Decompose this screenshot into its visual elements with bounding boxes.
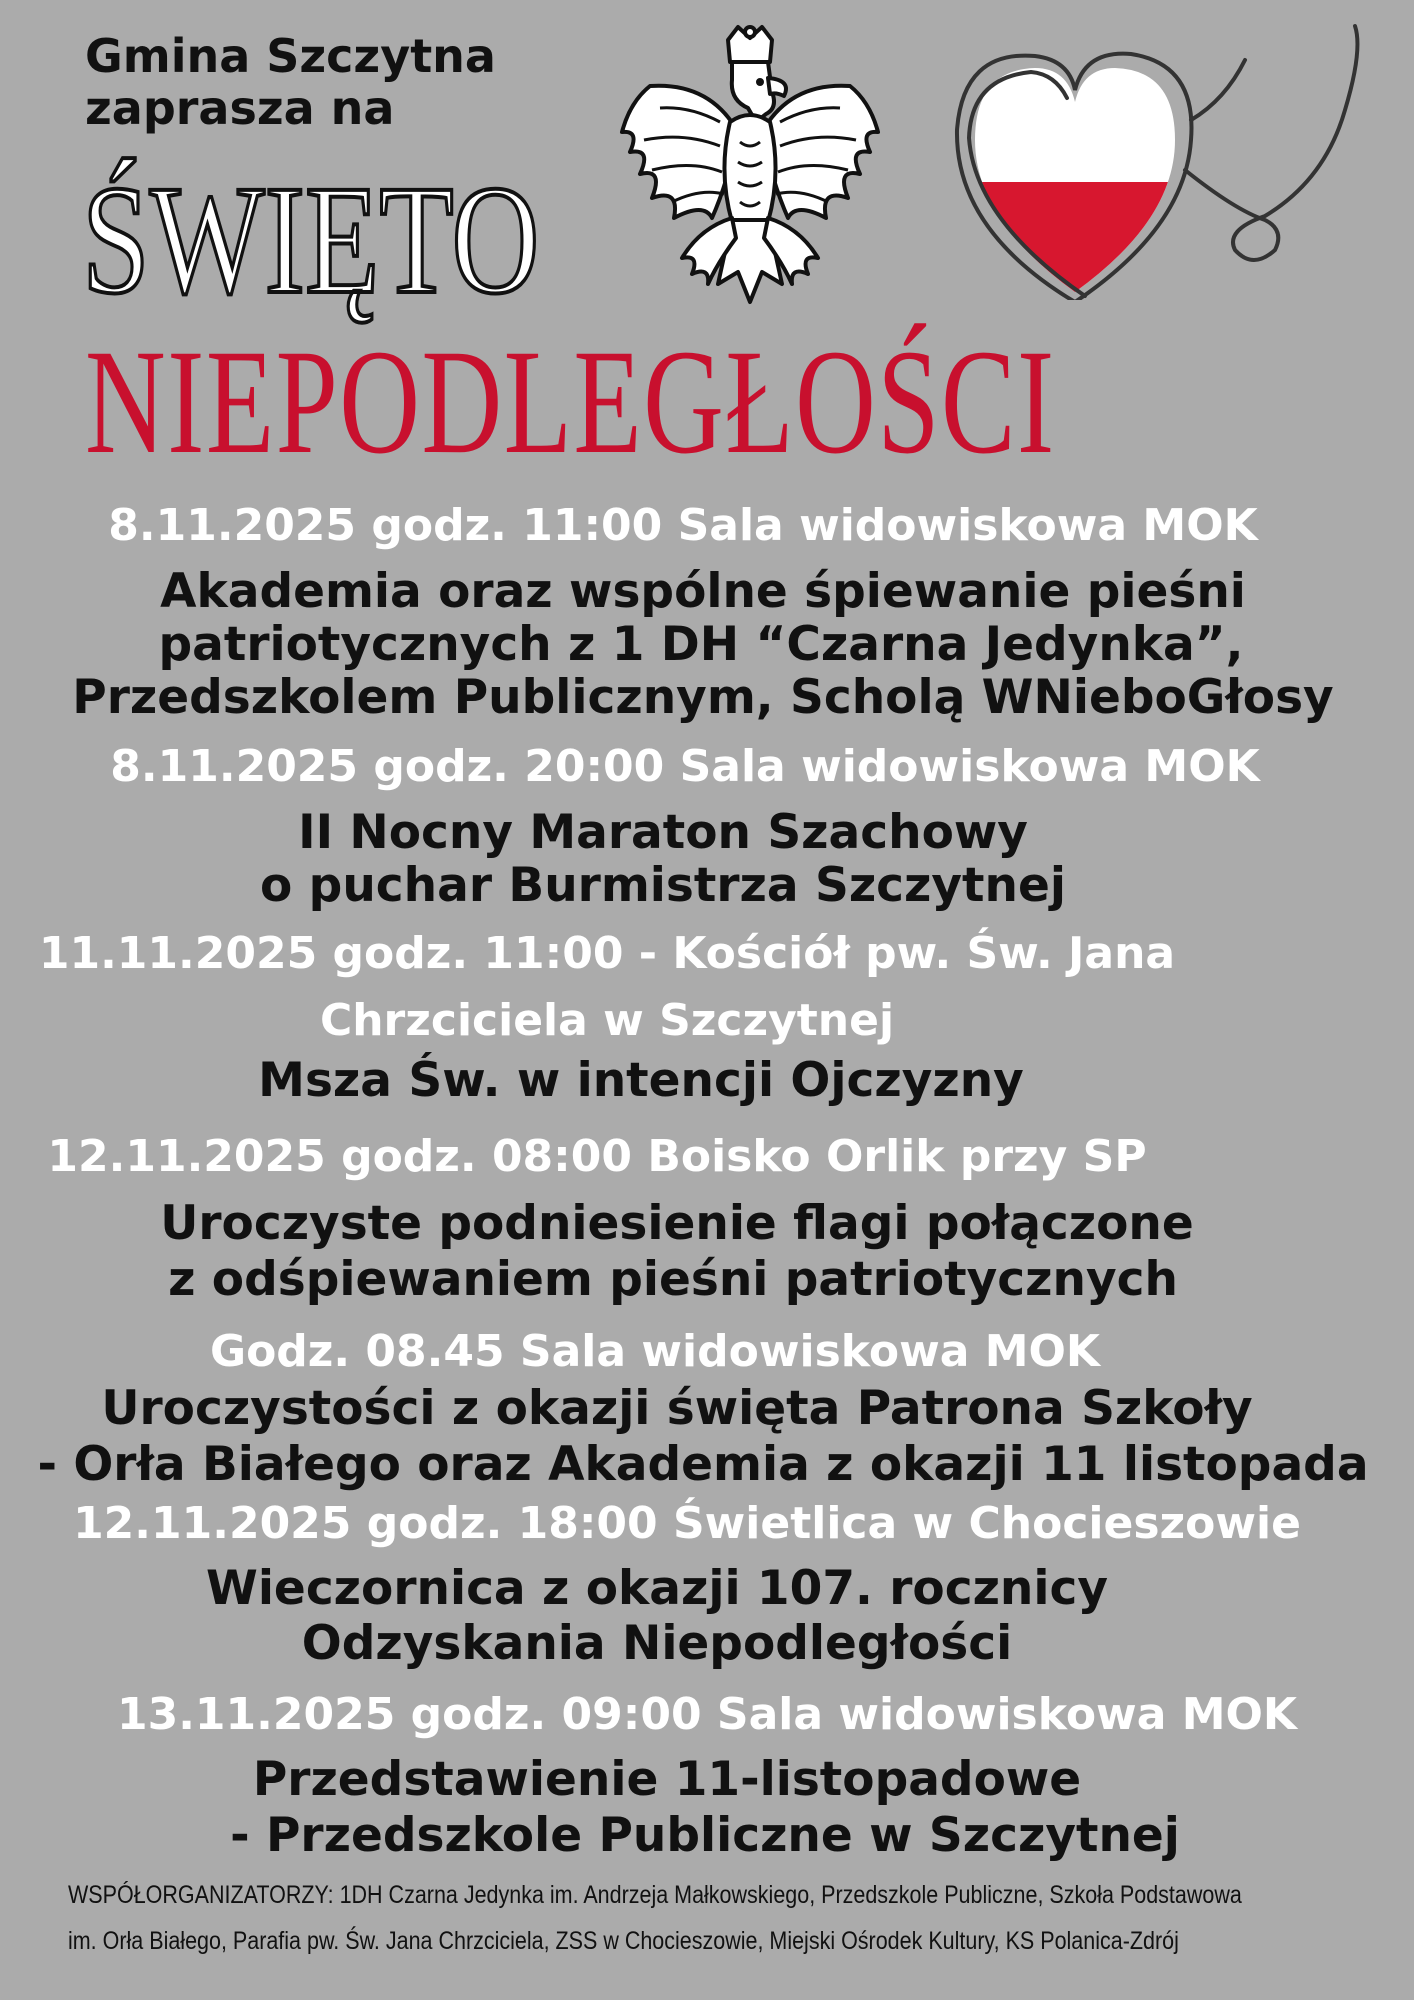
- invite-line-2: zaprasza na: [85, 81, 395, 135]
- event-4-what-1: Uroczyste podniesienie flagi połączone: [160, 1196, 1194, 1251]
- event-2-what-2: o puchar Burmistrza Szczytnej: [260, 858, 1066, 913]
- event-7-what-1: Przedstawienie 11-listopadowe: [252, 1752, 1082, 1807]
- event-6-what-1: Wieczornica z okazji 107. rocznicy: [205, 1561, 1109, 1616]
- event-6-what-2: Odzyskania Niepodległości: [301, 1616, 1013, 1671]
- event-1-when: 8.11.2025 godz. 11:00 Sala widowiskowa MOK: [108, 500, 1258, 551]
- invite-text: [85, 30, 605, 134]
- event-3-what-1: Msza Św. w intencji Ojczyzny: [258, 1053, 1024, 1108]
- event-7-what-2: - Przedszkole Publiczne w Szczytnej: [230, 1808, 1180, 1863]
- polish-eagle-emblem-icon: [600, 22, 900, 352]
- coorganizers-line-2: im. Orła Białego, Parafia pw. Św. Jana Chrzciciela, ZSS w Chocieszowie, Miejski Ośrodek Kultury, KS Polanica-Zdrój: [68, 1927, 1179, 1955]
- event-1-what-2: patriotycznych z 1 DH “Czarna Jedynka”,: [158, 617, 1244, 672]
- event-3-when-1: 11.11.2025 godz. 11:00 - Kościół pw. Św. Jana: [38, 928, 1176, 979]
- event-4-what-2: z odśpiewaniem pieśni patriotycznych: [168, 1252, 1178, 1307]
- polish-flag-heart-icon: [935, 20, 1395, 300]
- event-2-when: 8.11.2025 godz. 20:00 Sala widowiskowa MOK: [110, 741, 1260, 792]
- invite-line-1: Gmina Szczytna: [85, 29, 496, 83]
- event-5-when: Godz. 08.45 Sala widowiskowa MOK: [209, 1326, 1101, 1377]
- event-1-what-3: Przedszkolem Publicznym, Scholą WNieboGłosy: [72, 670, 1334, 725]
- event-4-when: 12.11.2025 godz. 08:00 Boisko Orlik przy SP: [47, 1131, 1147, 1182]
- event-1-what-1: Akademia oraz wspólne śpiewanie pieśni: [160, 564, 1246, 619]
- event-6-when: 12.11.2025 godz. 18:00 Świetlica w Chocieszowie: [73, 1498, 1301, 1549]
- event-7-when: 13.11.2025 godz. 09:00 Sala widowiskowa MOK: [116, 1689, 1297, 1740]
- event-5-what-2: - Orła Białego oraz Akademia z okazji 11 listopada: [37, 1437, 1369, 1492]
- event-3-when-2: Chrzciciela w Szczytnej: [319, 995, 895, 1046]
- coorganizers-line-1: WSPÓŁORGANIZATORZY: 1DH Czarna Jedynka im. Andrzeja Małkowskiego, Przedszkole Publiczne, Szkoła Podstawowa: [68, 1881, 1242, 1909]
- title-niepodleglosci: NIEPODLEGŁOŚCI: [85, 319, 1056, 485]
- event-5-what-1: Uroczystości z okazji święta Patrona Szkoły: [101, 1381, 1253, 1436]
- event-2-what-1: II Nocny Maraton Szachowy: [298, 805, 1028, 860]
- title-swieto: ŚWIĘTO: [82, 153, 540, 326]
